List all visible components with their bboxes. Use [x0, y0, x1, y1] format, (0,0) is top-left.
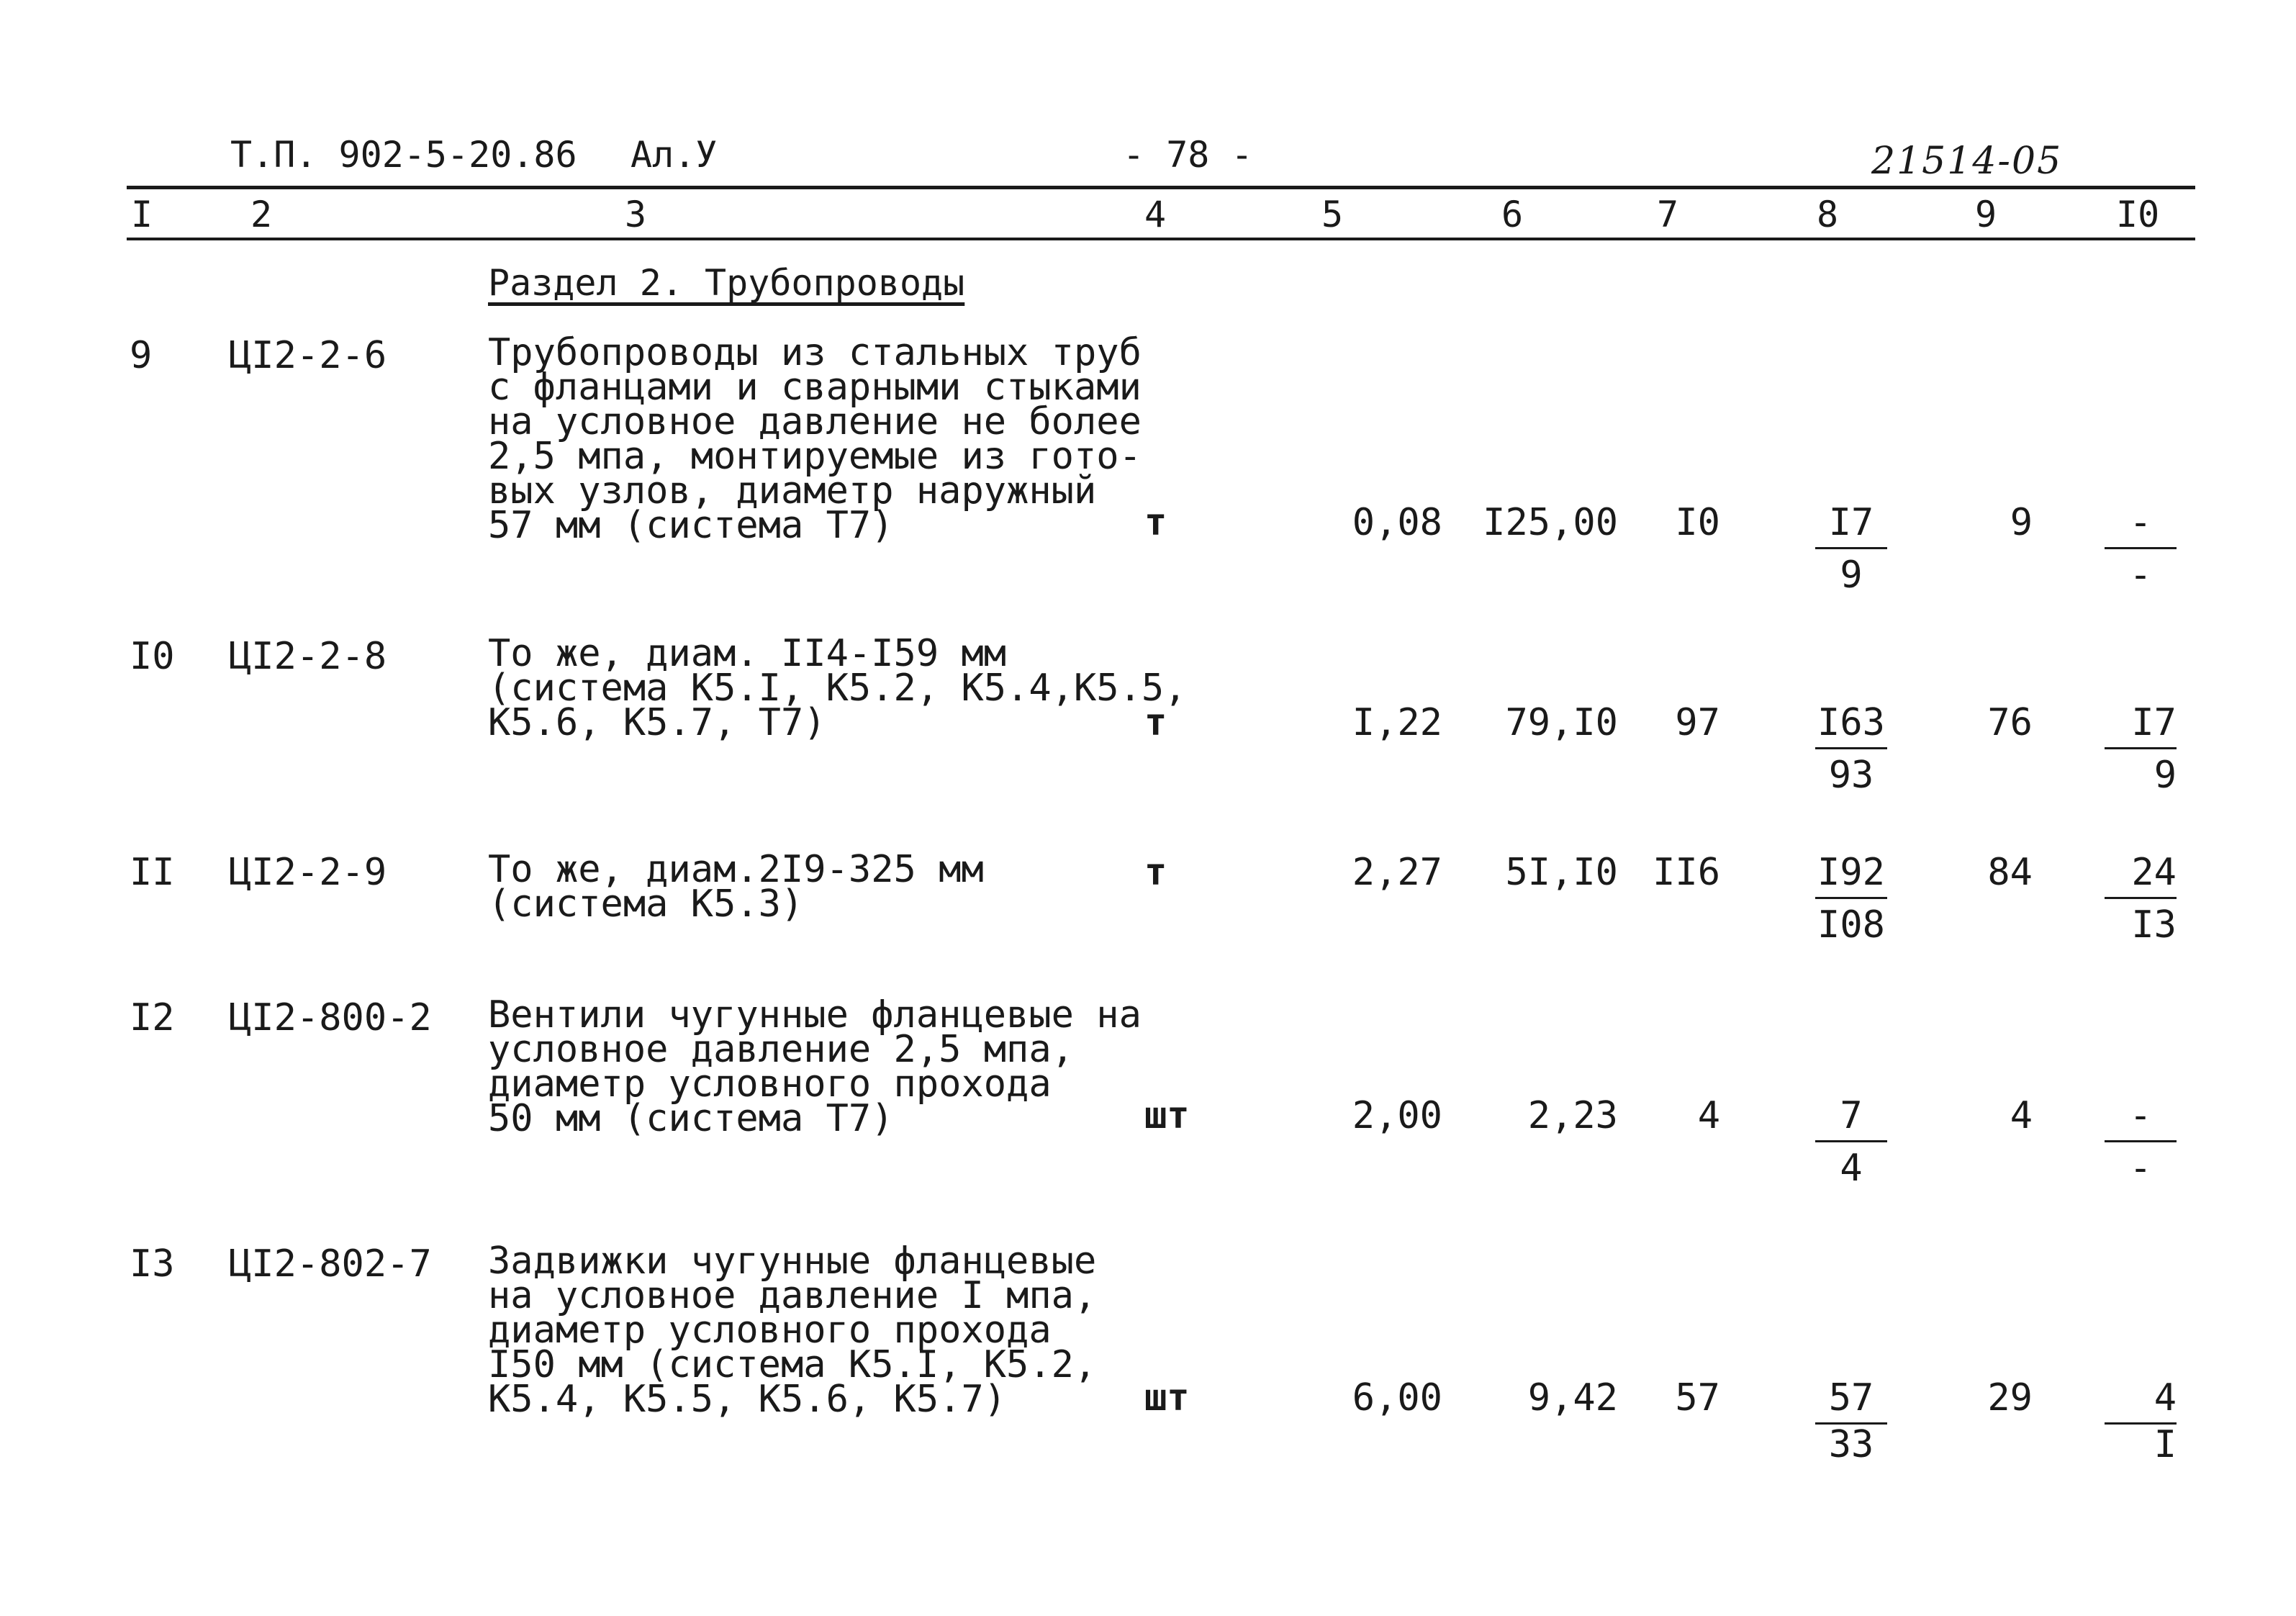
column-10-fraction: [2105, 701, 2177, 797]
column-number-5: 5: [1321, 194, 1344, 235]
fraction-denominator: 93: [1828, 754, 1874, 797]
album-label: Ал.У: [631, 134, 718, 176]
column-number-8: 8: [1817, 194, 1839, 235]
column-8-fraction: [1815, 1094, 1887, 1190]
fraction-numerator: I7: [1815, 504, 1887, 549]
fraction-numerator: -: [2105, 504, 2177, 549]
rate-code: ЦI2-800-2: [229, 996, 432, 1039]
fraction-denominator: -: [2129, 1147, 2152, 1190]
unit: т: [1144, 701, 1167, 744]
column-8-fraction: [1815, 1376, 1887, 1466]
column-number-3: 3: [625, 194, 647, 235]
row-description: То же, диам.2I9-325 мм (система К5.3): [488, 848, 984, 926]
column-7-value: I0: [1675, 501, 1720, 544]
unit: т: [1144, 851, 1167, 894]
unit: шт: [1144, 1376, 1190, 1419]
fraction-numerator: 57: [1815, 1379, 1887, 1425]
unit: т: [1144, 501, 1167, 544]
row-number: I2: [130, 996, 175, 1039]
section-title: Раздел 2. Трубопроводы: [488, 262, 965, 304]
column-8-fraction: [1815, 851, 1887, 947]
column-number-2: 2: [250, 194, 273, 235]
fraction-denominator: 4: [1840, 1147, 1863, 1190]
handwritten-number: 21514-05: [1871, 140, 2063, 183]
quantity: 6,00: [1352, 1376, 1442, 1419]
column-9-value: 4: [2010, 1094, 2033, 1137]
column-number-10: I0: [2116, 194, 2160, 235]
quantity: 2,00: [1352, 1094, 1442, 1137]
rate-code: ЦI2-2-8: [229, 635, 387, 678]
header-rule-top: [127, 186, 2195, 189]
column-8-fraction: [1815, 701, 1887, 797]
quantity: 2,27: [1352, 851, 1442, 894]
fraction-numerator: 4: [2105, 1379, 2177, 1425]
column-10-fraction: [2105, 1094, 2177, 1190]
fraction-denominator: I3: [2131, 903, 2177, 947]
fraction-denominator: 33: [1828, 1423, 1874, 1466]
fraction-denominator: 9: [2153, 754, 2177, 797]
unit-price: 9,42: [1527, 1376, 1618, 1419]
quantity: 0,08: [1352, 501, 1442, 544]
row-description: Трубопроводы из стальных труб с фланцами и сварными стыками на условное давление не более 2,5 мпа, монтируемые из гото- вых узлов, диаметр наружный 57 мм (система Т7): [488, 331, 1142, 547]
header-rule-bottom: [127, 238, 2195, 240]
rate-code: ЦI2-802-7: [229, 1242, 432, 1286]
unit-price: 5I,I0: [1505, 851, 1618, 894]
column-9-value: 29: [1987, 1376, 2033, 1419]
column-9-value: 9: [2010, 501, 2033, 544]
unit-price: 79,I0: [1505, 701, 1618, 744]
column-8-fraction: [1815, 501, 1887, 597]
column-number-9: 9: [1975, 194, 1997, 235]
column-number-4: 4: [1144, 194, 1167, 235]
row-number: I0: [130, 635, 175, 678]
fraction-numerator: 24: [2105, 854, 2177, 899]
column-number-6: 6: [1501, 194, 1524, 235]
row-number: 9: [130, 334, 153, 377]
fraction-numerator: I63: [1815, 704, 1887, 749]
row-description: Вентили чугунные фланцевые на условное давление 2,5 мпа, диаметр условного прохода 50 мм (система Т7): [488, 993, 1142, 1140]
column-10-fraction: [2105, 1376, 2177, 1466]
column-7-value: 97: [1675, 701, 1720, 744]
row-number: I3: [130, 1242, 175, 1286]
column-9-value: 76: [1987, 701, 2033, 744]
row-description: То же, диам. II4-I59 мм (система К5.I, К5.2, К5.4,К5.5, К5.6, К5.7, Т7): [488, 632, 1187, 744]
column-10-fraction: [2105, 851, 2177, 947]
row-number: II: [130, 851, 175, 894]
unit: шт: [1144, 1094, 1190, 1137]
unit-price: I25,00: [1483, 501, 1618, 544]
rate-code: ЦI2-2-9: [229, 851, 387, 894]
unit-price: 2,23: [1527, 1094, 1618, 1137]
fraction-numerator: 7: [1815, 1097, 1887, 1142]
column-9-value: 84: [1987, 851, 2033, 894]
fraction-numerator: -: [2105, 1097, 2177, 1142]
column-10-fraction: [2105, 501, 2177, 597]
column-7-value: 4: [1697, 1094, 1720, 1137]
column-7-value: II6: [1653, 851, 1720, 894]
column-number-7: 7: [1657, 194, 1679, 235]
column-7-value: 57: [1675, 1376, 1720, 1419]
column-number-1: I: [131, 194, 153, 235]
fraction-denominator: -: [2129, 554, 2152, 597]
fraction-numerator: I92: [1815, 854, 1887, 899]
rate-code: ЦI2-2-6: [229, 334, 387, 377]
quantity: I,22: [1352, 701, 1442, 744]
fraction-denominator: 9: [1840, 554, 1863, 597]
page-number: - 78 -: [1123, 134, 1253, 176]
fraction-denominator: I08: [1817, 903, 1885, 947]
row-description: Задвижки чугунные фланцевые на условное давление I мпа, диаметр условного прохода I50 мм (система К5.I, К5.2, К5.4, К5.5, К5.6, К5.7): [488, 1240, 1097, 1421]
fraction-numerator: I7: [2105, 704, 2177, 749]
fraction-denominator: I: [2153, 1423, 2177, 1466]
document-code: Т.П. 902-5-20.86: [230, 134, 577, 176]
